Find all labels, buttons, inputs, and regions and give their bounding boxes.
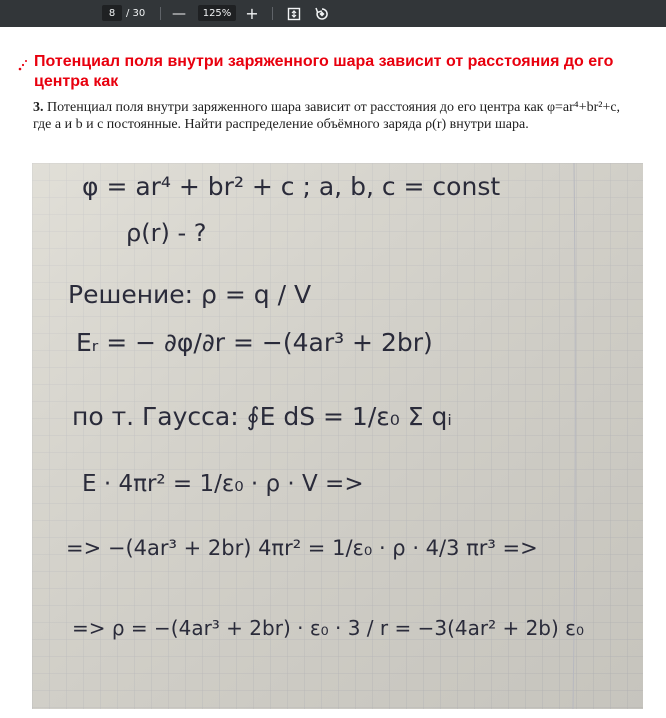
rotate-icon[interactable]	[314, 0, 330, 27]
zoom-level-input[interactable]: 125%	[198, 5, 236, 21]
handwritten-solution-photo	[32, 163, 643, 709]
toolbar-divider	[160, 7, 161, 20]
toolbar-divider	[272, 7, 273, 20]
handwritten-line-8: => ρ = −(4ar³ + 2br) · ε₀ · 3 / r = −3(4ar² + 2b) ε₀	[72, 616, 584, 640]
handwritten-line-5: по т. Гаусса: ∮E dS = 1/ε₀ Σ qᵢ	[72, 402, 452, 431]
handwritten-line-7: => −(4ar³ + 2br) 4πr² = 1/ε₀ · ρ · 4/3 πr³ =>	[66, 536, 538, 560]
pdf-toolbar	[0, 0, 666, 27]
dots-icon	[18, 58, 28, 72]
handwritten-line-2: ρ(r) - ?	[126, 219, 207, 247]
problem-statement	[33, 99, 636, 133]
page-count: / 30	[126, 8, 146, 19]
problem-number: 3.	[33, 100, 44, 115]
handwritten-line-6: E · 4πr² = 1/ε₀ · ρ · V =>	[82, 471, 364, 497]
handwritten-line-3: Решение: ρ = q / V	[68, 280, 312, 309]
zoom-out-icon[interactable]: —	[172, 5, 186, 22]
page-number-input[interactable]: 8	[102, 5, 122, 21]
problem-text: Потенциал поля внутри заряженного шара зависит от расстояния до его центра как φ=ar⁴+br²+c, где a и b и c постоянные. Найти распределение объёмного заряда ρ(r) внутри шара.	[33, 100, 621, 132]
notebook-grid	[32, 163, 643, 709]
heading-block	[24, 52, 649, 92]
fit-page-icon[interactable]	[286, 0, 302, 27]
handwritten-line-4: Eᵣ = − ∂φ/∂r = −(4ar³ + 2br)	[76, 328, 433, 357]
handwritten-line-1: φ = ar⁴ + br² + c ; a, b, c = const	[82, 172, 501, 201]
zoom-in-icon[interactable]: +	[245, 4, 259, 23]
page-title: Потенциал поля внутри заряженного шара зависит от расстояния до его центра как	[34, 53, 614, 90]
